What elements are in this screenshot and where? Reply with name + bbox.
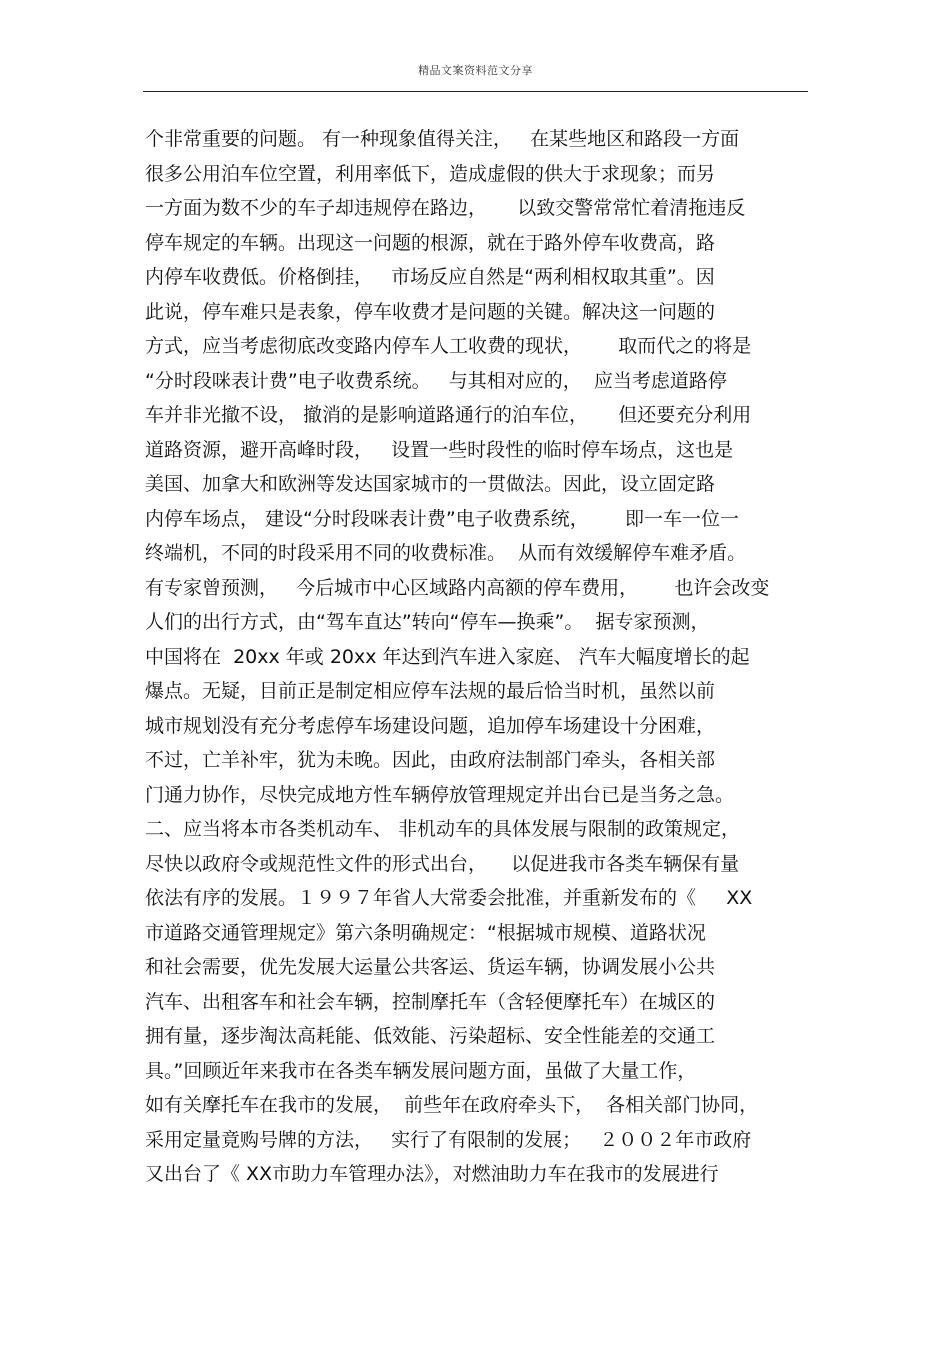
body-line: “分时段咪表计费”电子收费系统。 与其相对应的， 应当考虑道路停: [145, 369, 727, 392]
body-line: 如有关摩托车在我市的发展， 前些年在政府牵头下， 各相关部门协同，: [145, 1094, 759, 1116]
body-line: 二、应当将本市各类机动车、 非机动车的具体发展与限制的政策规定，: [145, 818, 741, 840]
body-line: 此说，停车难只是表象，停车收费才是问题的关键。解决这一问题的: [145, 300, 716, 323]
body-line: 方式，应当考虑彻底改变路内停车人工收费的现状， 取而代之的将是: [145, 335, 752, 357]
body-line: 内停车收费低。价格倒挂， 市场反应自然是“两利相权取其重”。因: [145, 266, 715, 288]
page-header: 精品文案资料范文分享: [418, 64, 533, 77]
body-line: 爆点。无疑，目前正是制定相应停车法规的最后恰当时机，虽然以前: [145, 680, 716, 702]
body-line: 有专家曾预测， 今后城市中心区域路内高额的停车费用， 也许会改变: [145, 576, 770, 599]
body-line: 人们的出行方式，由“驾车直达”转向“停车—换乘”。 据专家预测，: [145, 611, 710, 633]
body-line: 道路资源，避开高峰时段， 设置一些时段性的临时停车场点，这也是: [145, 438, 734, 461]
body-line: 市道路交通管理规定》第六条明确规定：“根据城市规模、道路状况: [145, 921, 706, 944]
body-line: 尽快以政府令或规范性文件的形式出台， 以促进我市各类车辆保有量: [145, 852, 740, 875]
body-line: 终端机，不同的时段采用不同的收费标准。 从而有效缓解停车难矛盾。: [145, 542, 747, 564]
body-line: 美国、加拿大和欧洲等发达国家城市的一贯做法。因此，设立固定路: [145, 473, 716, 495]
body-line: 采用定量竟购号牌的方法， 实行了有限制的发展； ２００２年市政府: [145, 1128, 752, 1151]
body-line: 又出台了《 XX市助力车管理办法》，对燃油助力车在我市的发展进行: [145, 1163, 719, 1185]
body-line: 内停车场点， 建设“分时段咪表计费”电子收费系统， 即一车一位一: [145, 507, 739, 530]
body-line: 城市规划没有充分考虑停车场建设问题，追加停车场建设十分困难，: [145, 714, 716, 737]
body-line: 和社会需要，优先发展大运量公共客运、货运车辆，协调发展小公共: [145, 956, 716, 978]
body-line: 车并非光撤不设， 撤消的是影响道路通行的泊车位， 但还要充分利用: [145, 404, 752, 426]
body-line: 个非常重要的问题。 有一种现象值得关注， 在某些地区和路段一方面: [145, 128, 740, 150]
body-line: 停车规定的车辆。出现这一问题的根源，就在于路外停车收费高，路: [145, 231, 716, 254]
body-line: 很多公用泊车位空置，利用率低下，造成虚假的供大于求现象；而另: [145, 162, 716, 185]
body-line: 不过，亡羊补牢，犹为未晚。因此，由政府法制部门牵头，各相关部: [145, 749, 716, 771]
document-body: [145, 122, 825, 1192]
body-line: 依法有序的发展。１９９７年省人大常委会批准，并重新发布的《 XX: [145, 887, 753, 909]
body-line: 拥有量，逐步淘汰高耗能、低效能、污染超标、安全性能差的交通工: [145, 1025, 716, 1047]
header-divider: [143, 91, 808, 92]
body-line: 具。”回顾近年来我市在各类车辆发展问题方面，虽做了大量工作，: [145, 1059, 697, 1082]
body-line: 门通力协作，尽快完成地方性车辆停放管理规定并出台已是当务之急。: [145, 783, 735, 806]
body-line: 汽车、出租客车和社会车辆，控制摩托车（含轻便摩托车）在城区的: [145, 990, 716, 1013]
body-line: 一方面为数不少的车子却违规停在路边， 以致交警常常忙着清拖违反: [145, 197, 746, 219]
body-line: 中国将在 20xx 年或 20xx 年达到汽车进入家庭、 汽车大幅度增长的起: [145, 645, 750, 668]
